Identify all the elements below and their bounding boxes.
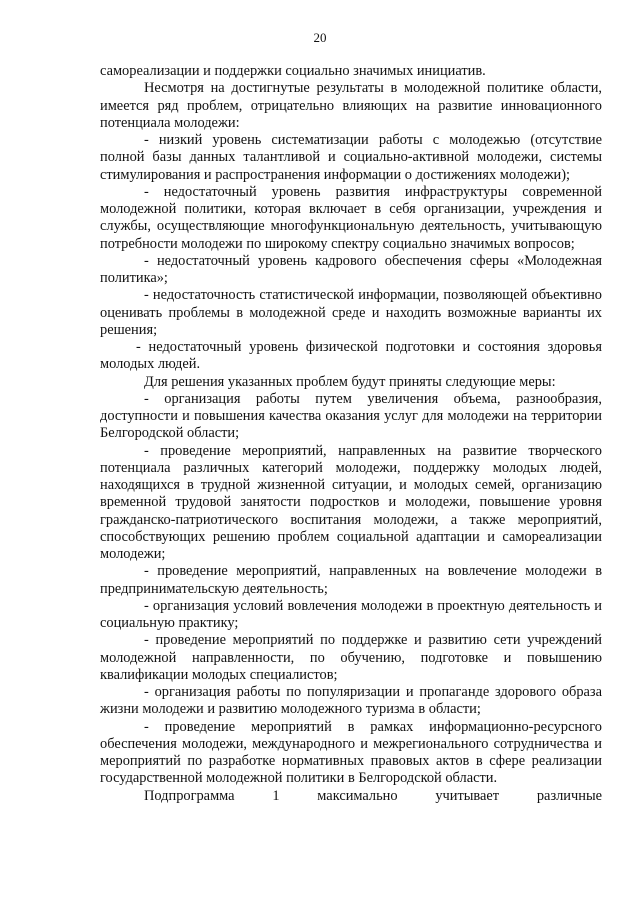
list-item: - низкий уровень систематизации работы с молодежью (отсутствие полной базы данных талантливой и социально-активной молодежи, системы стимулирования и распространения информации о достижениях молодежи); bbox=[100, 132, 602, 183]
list-item: - недостаточный уровень физической подготовки и состояния здоровья молодых людей. bbox=[100, 339, 602, 373]
list-item: - проведение мероприятий, направленных на развитие творческого потенциала различных категорий молодежи, поддержку молодых людей, находящихся в трудной жизненной ситуации, и молодых семей, организацию временной трудовой занятости подростков и молодежи, повышение уровня гражданско-патриотического воспитания молодежи, а также мероприятий, способствующих решению проблем социальной адаптации и самореализации молодежи; bbox=[100, 442, 602, 562]
list-item: - недостаточный уровень кадрового обеспечения сферы «Молодежная политика»; bbox=[100, 252, 602, 286]
list-item: - проведение мероприятий в рамках информационно-ресурсного обеспечения молодежи, международного и межрегионального сотрудничества и мероприятий по разработке нормативных правовых актов в сфере реализации государственной молодежной политики в Белгородской области. bbox=[100, 718, 602, 787]
list-item: - проведение мероприятий по поддержке и развитию сети учреждений молодежной направленности, по обучению, подготовке и повышению квалификации молодых специалистов; bbox=[100, 632, 602, 683]
paragraph: Для решения указанных проблем будут приняты следующие меры: bbox=[144, 373, 556, 390]
list-item: - организация условий вовлечения молодежи в проектную деятельность и социальную практику; bbox=[100, 597, 602, 631]
list-item: - проведение мероприятий, направленных на вовлечение молодежи в предпринимательскую деятельность; bbox=[100, 563, 602, 597]
list-item: - организация работы по популяризации и пропаганде здорового образа жизни молодежи и развитию молодежного туризма в области; bbox=[100, 684, 602, 718]
list-item: - организация работы путем увеличения объема, разнообразия, доступности и повышения качества оказания услуг для молодежи на территории Белгородской области; bbox=[100, 390, 602, 442]
page-number: 20 bbox=[313, 30, 327, 45]
paragraph: самореализации и поддержки социально значимых инициатив. bbox=[100, 63, 486, 79]
paragraph: Подпрограмма 1 максимально учитывает различные bbox=[144, 787, 602, 804]
list-item: - недостаточность статистической информации, позволяющей объективно оценивать проблемы в молодежной среде и находить возможные варианты их решения; bbox=[100, 287, 602, 338]
paragraph: Несмотря на достигнутые результаты в молодежной политике области, имеется ряд проблем, отрицательно влияющих на развитие инновационного потенциала молодежи: bbox=[100, 80, 602, 131]
page-body bbox=[100, 63, 602, 805]
list-item: - недостаточный уровень развития инфраструктуры современной молодежной политики, которая включает в себя организации, учреждения и службы, осуществляющие многофункциональную деятельность, учитывающую потребности молодежи по широкому спектру социально значимых вопросов; bbox=[100, 183, 602, 252]
